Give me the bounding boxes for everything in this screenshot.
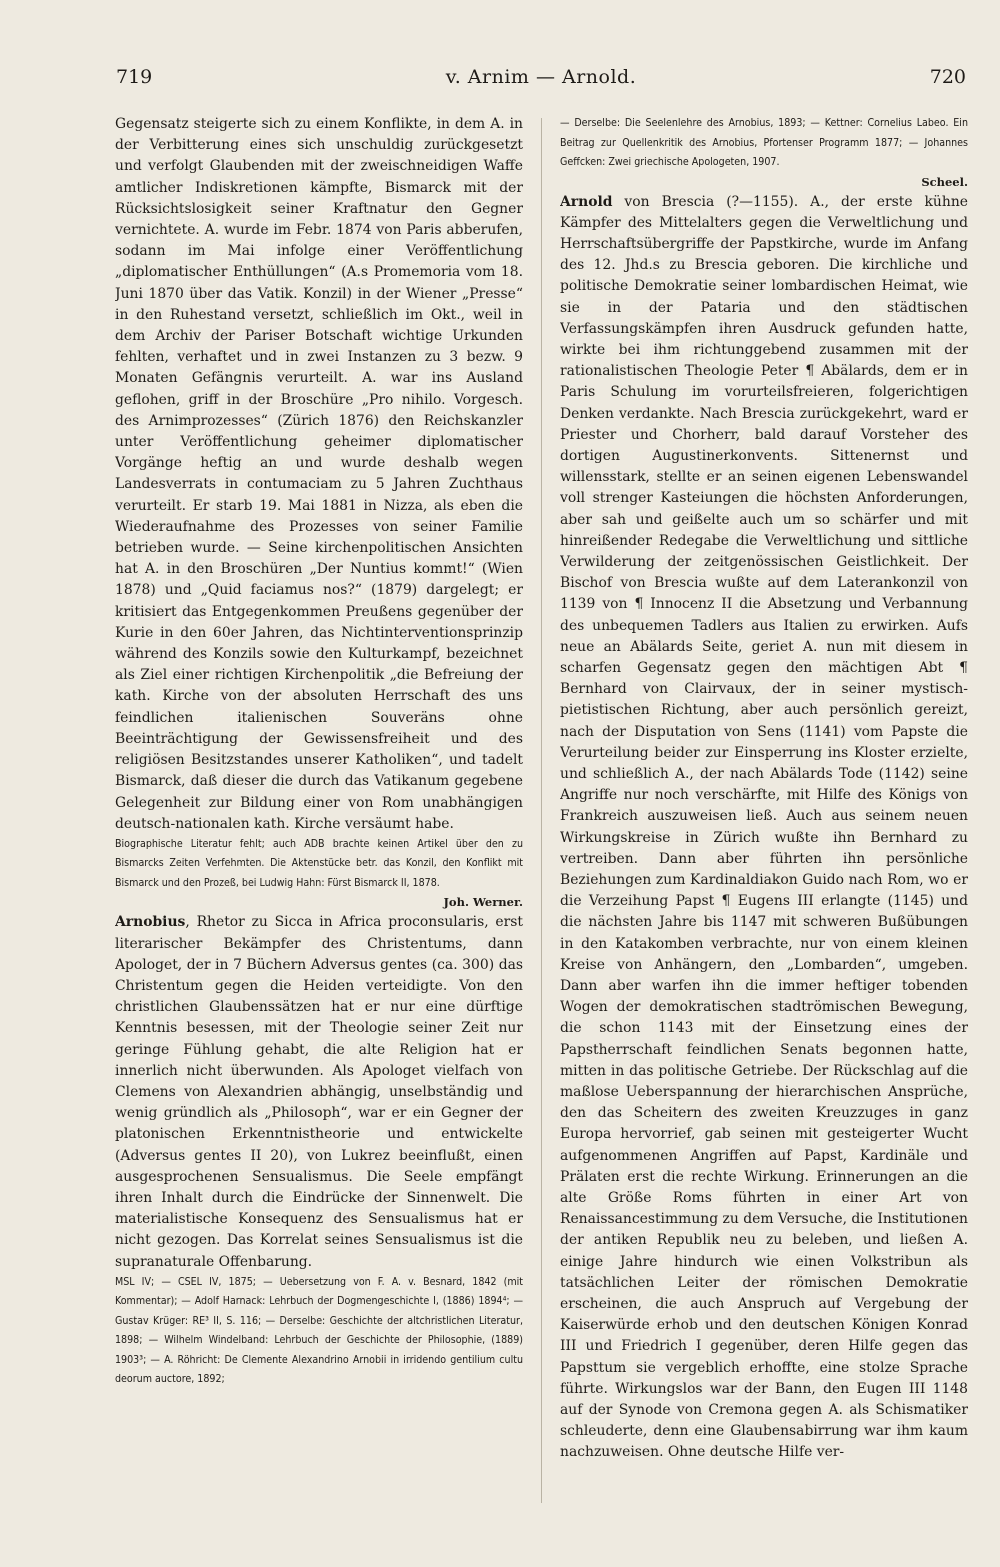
arnim-article-text: Gegensatz steigerte sich zu einem Konflikte, in dem A. in der Verbitterung eines sich unschuldig zurückgesetzt und verfolgt Glaubenden mit der zweischneidigen Waffe amtlicher Indiskretionen kämpfte, Bismarck mit der Rücksichtslosigkeit seiner Kraftnatur den Gegner vernichtete. A. wurde im Febr. 1874 von Paris abberufen, sodann im Mai infolge einer Veröffentlichung „diplomatischer Enthüllungen“ (A.s Promemoria vom 18. Juni 1870 über das Vatik. Konzil) in der Wiener „Presse“ in den Ruhestand versetzt, schließlich im Okt., weil in dem Archiv der Pariser Botschaft wichtige Urkunden fehlten, verhaftet und in zwei Instanzen zu 3 bezw. 9 Monaten Gefängnis verurteilt. A. war ins Ausland geflohen, griff in der Broschüre „Pro nihilo. Vorgesch. des Arnimprozesses“ (Zürich 1876) den Reichskanzler unter Veröffentlichung geheimer diplomatischer Vorgänge heftig an und wurde deshalb wegen Landesverrats in contumaciam zu 5 Jahren Zuchthaus verurteilt. Er starb 19. Mai 1881 in Nizza, als eben die Wiederaufnahme des Prozesses von seiner Familie betrieben wurde. — Seine kirchenpolitischen Ansichten hat A. in den Broschüren „Der Nuntius kommt!“ (Wien 1878) und „Quid faciamus nos?“ (1879) dargelegt; er kritisiert das Entgegenkommen Preußens gegenüber der Kurie in den 60er Jahren, das Nichtinterventionsprinzip während des Konzils sowie den Kulturkampf, bezeichnet als Ziel einer richtigen Kirchenpolitik „die Befreiung der kath. Kirche von der absoluten Herrschaft des uns feindlichen italienischen Souveräns ohne Beeinträchtigung der Gewissensfreiheit und des religiösen Besitzstandes unserer Katholiken“, und tadelt Bismarck, daß dieser die durch das Vatikanum gegebene Gelegenheit zur Bildung einer von Rom unabhängigen deutsch-nationalen kath. Kirche versäumt habe.: [115, 116, 523, 832]
column-divider: [541, 118, 542, 1503]
arnold-entry: [560, 192, 968, 1464]
right-column: [560, 114, 968, 1464]
arnobius-lemma: Arnobius: [115, 914, 186, 931]
arnim-author-signature: Joh. Werner.: [443, 895, 523, 910]
arnim-literature: Biographische Literatur fehlt; auch ADB brachte keinen Artikel über den zu Bismarcks Zeiten Verfehmten. Die Aktenstücke betr. das Konzil, den Konflikt mit Bismarck und den Prozeß, bei Ludwig Hahn: Fürst Bismarck II, 1878.: [115, 837, 523, 889]
arnobius-text: , Rhetor zu Sicca in Africa proconsularis, erst literarischer Bekämpfer des Christentums, dann Apologet, der in 7 Büchern Adversus gentes (ca. 300) das Christentum gegen die Heiden verteidigte. Von den christlichen Glaubenssätzen hat er nur eine dürftige Kenntnis besessen, mit der Theologie seiner Zeit nur geringe Fühlung gehabt, die alte Religion hat er innerlich nicht überwunden. Als Apologet vielfach von Clemens von Alexandrien abhängig, unselbständig und wenig gründlich als „Philosoph“, war er ein Gegner der platonischen Erkenntnistheorie und entwickelte (Adversus gentes II 20), von Lukrez beeinflußt, einen ausgesprochenen Sensualismus. Die Seele empfängt ihren Inhalt durch die Eindrücke der Sinnenwelt. Die materialistische Konsequenz des Sensualismus hat er nicht gezogen. Das Korrelat seines Sensualismus ist die supranaturale Offenbarung.: [115, 914, 523, 1270]
left-column: [115, 114, 523, 1390]
arnobius-author-signature: Scheel.: [921, 174, 968, 189]
running-title: v. Arnim — Arnold.: [445, 66, 637, 88]
arnold-lemma: Arnold: [560, 193, 613, 210]
page-number-right: 720: [929, 66, 966, 88]
arnobius-literature-continued: — Derselbe: Die Seelenlehre des Arnobius, 1893; — Kettner: Cornelius Labeo. Ein Beitrag zur Quellenkritik des Arnobius, Pfortenser Programm 1877; — Johannes Geffcken: Zwei griechische Apologeten, 1907.: [560, 117, 968, 168]
page-header: [116, 66, 966, 96]
page-number-left: 719: [116, 66, 153, 88]
arnobius-literature: MSL IV; — CSEL IV, 1875; — Uebersetzung von F. A. v. Besnard, 1842 (mit Kommentar); — Adolf Harnack: Lehrbuch der Dogmengeschichte I, (1886) 1894⁴; — Gustav Krüger: RE³ II, S. 116; — Derselbe: Geschichte der altchristlichen Literatur, 1898; — Wilhelm Windelband: Lehrbuch der Geschichte der Philosophie, (1889) 1903³; — A. Röhricht: De Clemente Alexandrino Arnobii in irridendo gentilium cultu deorum auctore, 1892;: [115, 1275, 523, 1386]
arnobius-entry: [115, 912, 523, 1272]
arnold-text: von Brescia (?—1155). A., der erste kühne Kämpfer des Mittelalters gegen die Verweltlichung und Herrschaftsübergriffe der Papstkirche, wurde im Anfang des 12. Jhd.s zu Brescia geboren. Die kirchliche und politische Demokratie seiner lombardischen Heimat, wie sie in der Pataria und den städtischen Verfassungskämpfen ihren Ausdruck gefunden hatte, wirkte bei ihm richtunggebend zusammen mit der rationalistischen Theologie Peter ¶ Abälards, dem er in Paris Schulung im vorurteilsfreieren, folgerichtigen Denken verdankte. Nach Brescia zurückgekehrt, ward er Priester und Chorherr, bald darauf Vorsteher des dortigen Augustinerkonvents. Sittenernst und willensstark, stellte er an seinen eigenen Lebenswandel voll strenger Kasteiungen die höchsten Anforderungen, aber sah und geißelte auch um so schärfer und mit hinreißender Redegabe die Verweltlichung und sittliche Verwilderung der zeitgenössischen Geistlichkeit. Der Bischof von Brescia wußte auf dem Laterankonzil von 1139 von ¶ Innocenz II die Absetzung und Verbannung des unbequemen Tadlers aus Italien zu erwirken. Aufs neue an Abälards Seite, geriet A. nun mit diesem in scharfen Gegensatz gegen den mächtigen Abt ¶ Bernhard von Clairvaux, der in seiner mystisch-pietistischen Richtung, aber auch persönlich gereizt, nach der Disputation von Sens (1141) vom Papste die Verurteilung beider zur Einsperrung ins Kloster erzielte, und schließlich A., der nach Abälards Tode (1142) seine Angriffe nur noch verschärfte, mit Hilfe des Königs von Frankreich auszuweisen ließ. Auch aus seinem neuen Wirkungskreise in Zürich wußte ihn Bernhard zu vertreiben. Dann aber führten ihn persönliche Beziehungen zum Kardinaldiakon Guido nach Rom, wo er die Verzeihung Papst ¶ Eugens III erlangte (1145) und die nächsten Jahre bis 1147 mit schweren Bußübungen in den Katakomben verbrachte, nur von einem kleinen Kreise von Anhängern, den „Lombarden“, umgeben. Dann aber warfen ihn die immer heftiger tobenden Wogen der demokratischen stadtrömischen Bewegung, die schon 1143 mit der Einsetzung eines der Papstherrschaft feindlichen Senats begonnen hatte, mitten in das politische Getriebe. Der Rückschlag auf die maßlose Ueberspannung der hierarchischen Ansprüche, den das Scheitern des zweiten Kreuzzuges in ganz Europa hervorrief, gab seinen mit gesteigerter Wucht aufgenommenen Angriffen auf Papst, Kardinäle und Prälaten erst die rechte Wirkung. Erinnerungen an die alte Größe Roms führten in einer Art von Renaissancestimmung zu dem Versuche, die Institutionen der antiken Republik neu zu beleben, und ließen A. einige Jahre hindurch wie einen Volkstribun als tatsächlichen Leiter der römischen Demokratie erscheinen, die auch Anspruch auf Vergebung der Kaiserwürde erhob und den deutschen Königen Konrad III und Friedrich I gegenüber, deren Hilfe gegen das Papsttum sie vergeblich erhoffte, eine stolze Sprache führte. Wirkungslos war der Bann, den Eugen III 1148 auf der Synode von Cremona gegen A. als Schismatiker schleuderte, denn eine Glaubensabirrung war ihm kaum nachzuweisen. Ohne deutsche Hilfe ver-: [560, 193, 968, 1461]
